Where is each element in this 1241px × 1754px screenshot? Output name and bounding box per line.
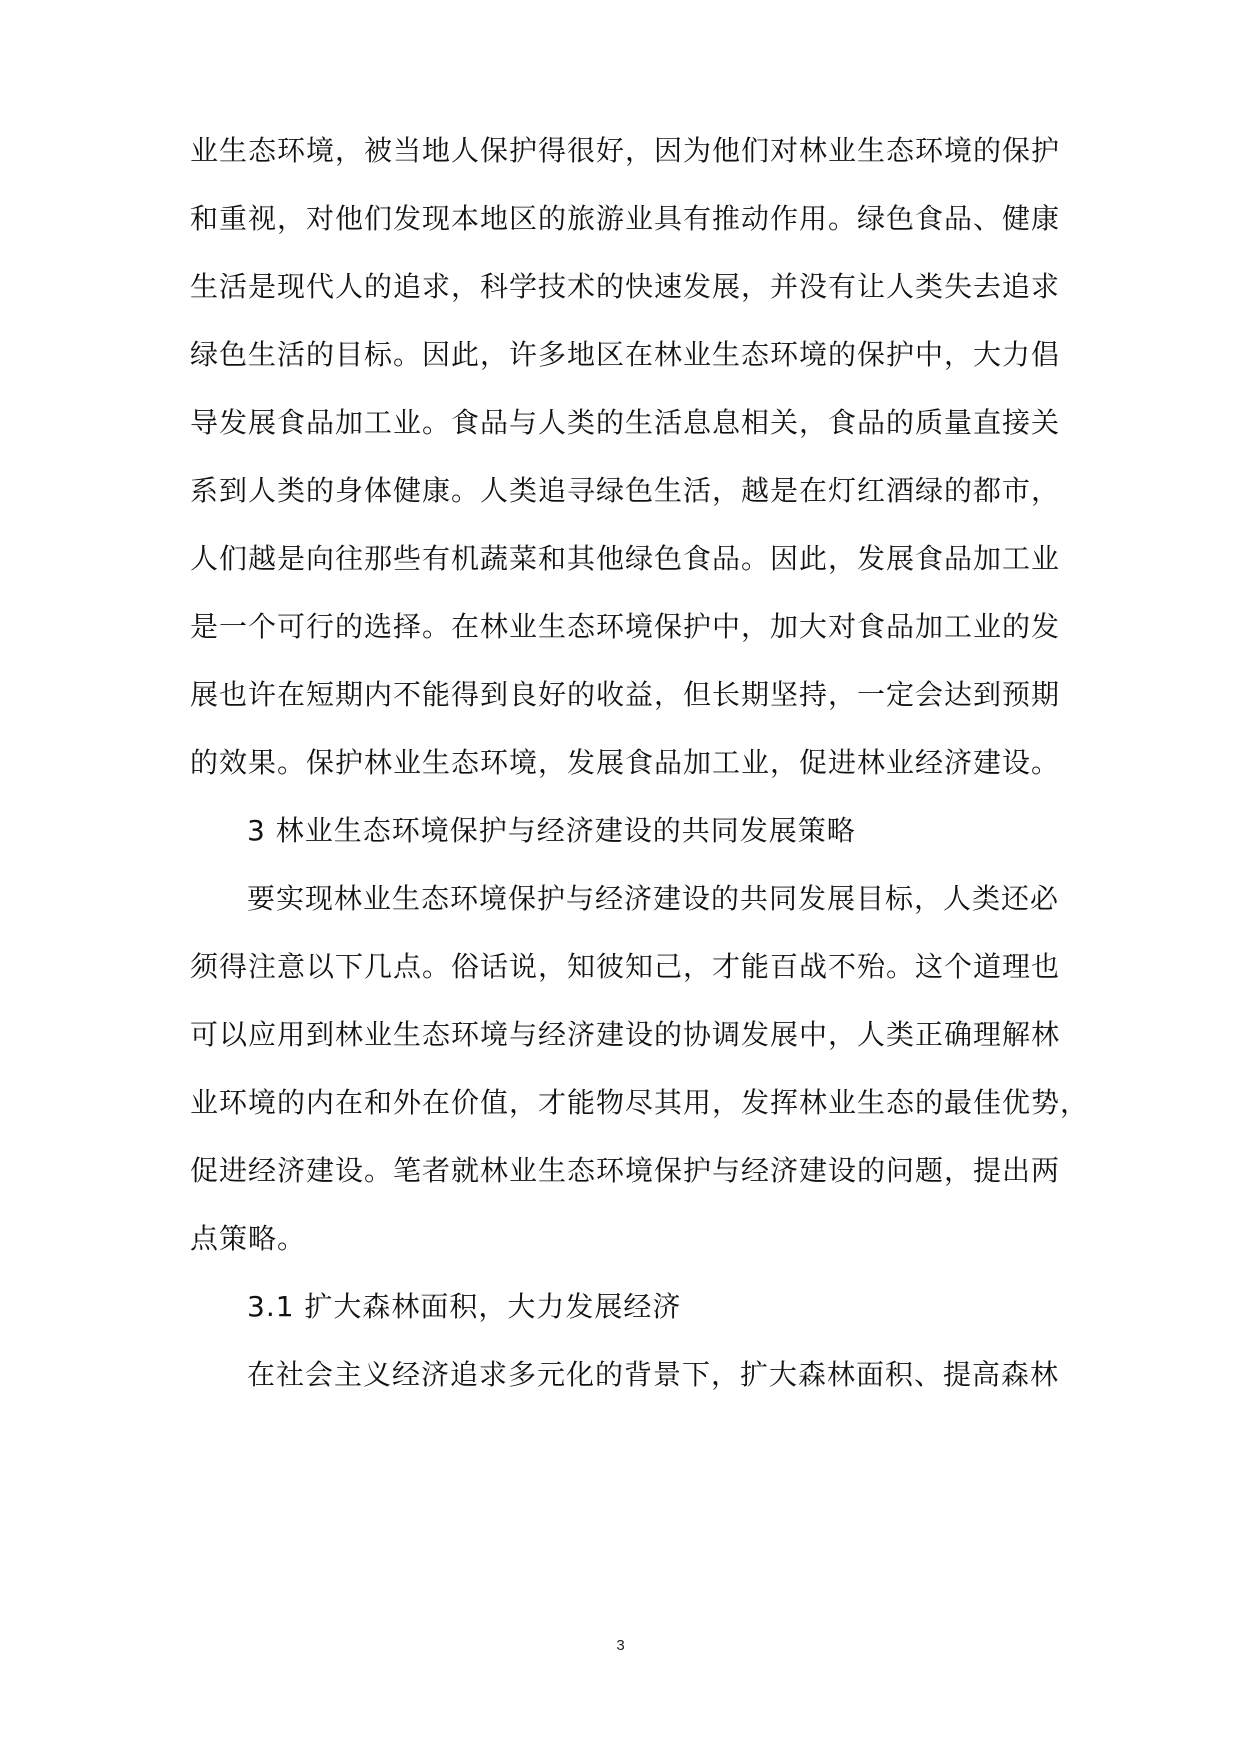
paragraph-line: 促进经济建设。笔者就林业生态环境保护与经济建设的问题，提出两 xyxy=(190,1154,1061,1187)
paragraph-line: 和重视，对他们发现本地区的旅游业具有推动作用。绿色食品、健康 xyxy=(190,202,1061,235)
paragraph-line: 的效果。保护林业生态环境，发展食品加工业，促进林业经济建设。 xyxy=(190,746,1061,779)
page-number: 3 xyxy=(616,1637,625,1654)
paragraph-line: 是一个可行的选择。在林业生态环境保护中，加大对食品加工业的发 xyxy=(190,610,1061,643)
paragraph-line: 点策略。 xyxy=(190,1222,307,1255)
paragraph-line: 展也许在短期内不能得到良好的收益，但长期坚持，一定会达到预期 xyxy=(190,678,1061,711)
paragraph-line: 生活是现代人的追求，科学技术的快速发展，并没有让人类失去追求 xyxy=(190,270,1061,303)
paragraph-line: 系到人类的身体健康。人类追寻绿色生活，越是在灯红酒绿的都市， xyxy=(190,474,1061,507)
paragraph-line: 要实现林业生态环境保护与经济建设的共同发展目标，人类还必 xyxy=(247,882,1060,915)
paragraph-line: 人们越是向往那些有机蔬菜和其他绿色食品。因此，发展食品加工业 xyxy=(190,542,1061,575)
paragraph-line: 业生态环境，被当地人保护得很好，因为他们对林业生态环境的保护 xyxy=(190,134,1061,167)
paragraph-line: 导发展食品加工业。食品与人类的生活息息相关，食品的质量直接关 xyxy=(190,406,1061,439)
paragraph-line: 绿色生活的目标。因此，许多地区在林业生态环境的保护中，大力倡 xyxy=(190,338,1061,371)
paragraph-line: 须得注意以下几点。俗话说，知彼知己，才能百战不殆。这个道理也 xyxy=(190,950,1061,983)
paragraph-line: 业环境的内在和外在价值，才能物尽其用，发挥林业生态的最佳优势， xyxy=(190,1086,1090,1119)
subsection-heading: 3.1 扩大森林面积，大力发展经济 xyxy=(247,1290,682,1323)
paragraph-line: 可以应用到林业生态环境与经济建设的协调发展中，人类正确理解林 xyxy=(190,1018,1061,1051)
paragraph-line: 在社会主义经济追求多元化的背景下，扩大森林面积、提高森林 xyxy=(247,1358,1060,1391)
section-heading: 3 林业生态环境保护与经济建设的共同发展策略 xyxy=(247,814,856,847)
